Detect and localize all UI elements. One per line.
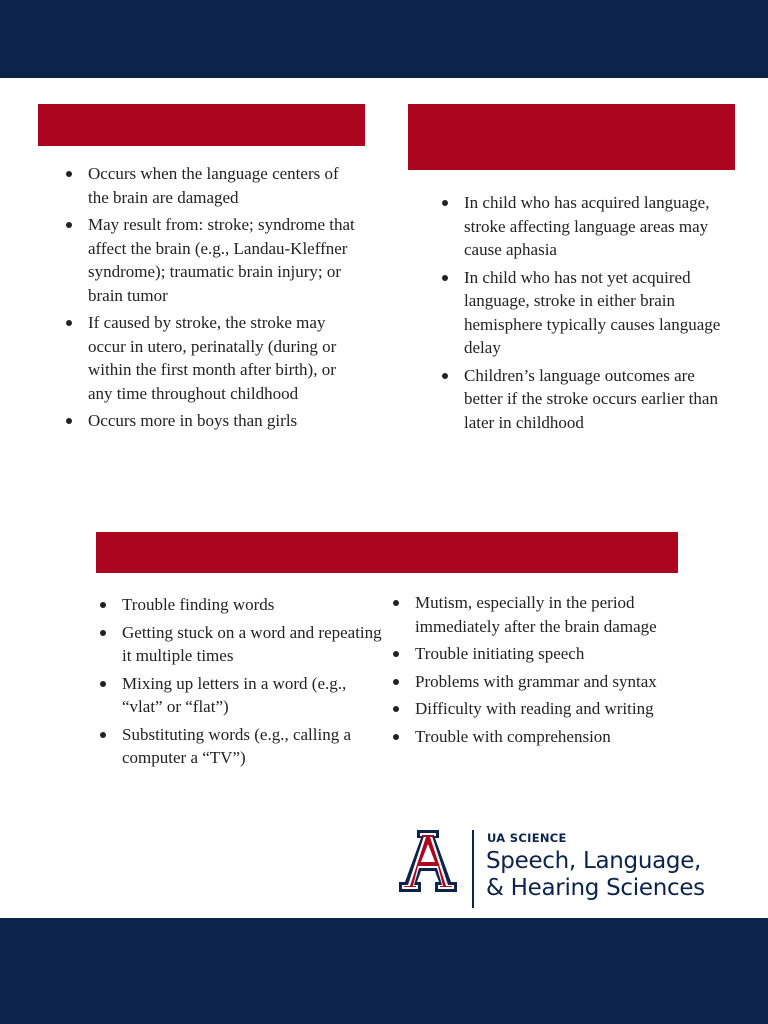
list-item: If caused by stroke, the stroke may occur in utero, perinatally (during or within the first month after birth), or any time throughout childhood (65, 311, 355, 405)
department-logo (395, 828, 735, 910)
left-bullet-list (65, 162, 355, 437)
list-item: In child who has acquired language, stroke affecting language areas may cause aphasia (441, 191, 731, 262)
list-item: Getting stuck on a word and repeating it multiple times (99, 621, 384, 668)
university-a-logo-icon (395, 828, 461, 894)
list-item: Trouble with comprehension (392, 725, 692, 749)
bottom-section-header-bar (96, 532, 678, 573)
footer-band (0, 918, 768, 1024)
header-band (0, 0, 768, 78)
list-item: Trouble initiating speech (392, 642, 692, 666)
list-item: Occurs when the language centers of the brain are damaged (65, 162, 355, 209)
list-item: Mixing up letters in a word (e.g., “vlat” or “flat”) (99, 672, 384, 719)
logo-divider (472, 830, 474, 908)
logo-subtitle: UA SCIENCE (487, 831, 567, 845)
right-section-header-bar (408, 104, 735, 170)
list-item: Substituting words (e.g., calling a computer a “TV”) (99, 723, 384, 770)
logo-title-line-1: Speech, Language, (486, 848, 702, 874)
list-item: Trouble finding words (99, 593, 384, 617)
list-item: Problems with grammar and syntax (392, 670, 692, 694)
logo-title-line-2: & Hearing Sciences (486, 875, 705, 901)
symptoms-list-column-2 (392, 591, 692, 752)
left-section-header-bar (38, 104, 365, 146)
list-item: Children’s language outcomes are better if the stroke occurs earlier than later in childhood (441, 364, 731, 435)
list-item: Difficulty with reading and writing (392, 697, 692, 721)
list-item: Occurs more in boys than girls (65, 409, 355, 433)
list-item: Mutism, especially in the period immediately after the brain damage (392, 591, 692, 638)
list-item: May result from: stroke; syndrome that affect the brain (e.g., Landau-Kleffner syndrome); traumatic brain injury; or brain tumor (65, 213, 355, 307)
right-bullet-list (441, 191, 731, 438)
symptoms-list-column-1 (99, 593, 384, 774)
list-item: In child who has not yet acquired language, stroke in either brain hemisphere typically causes language delay (441, 266, 731, 360)
